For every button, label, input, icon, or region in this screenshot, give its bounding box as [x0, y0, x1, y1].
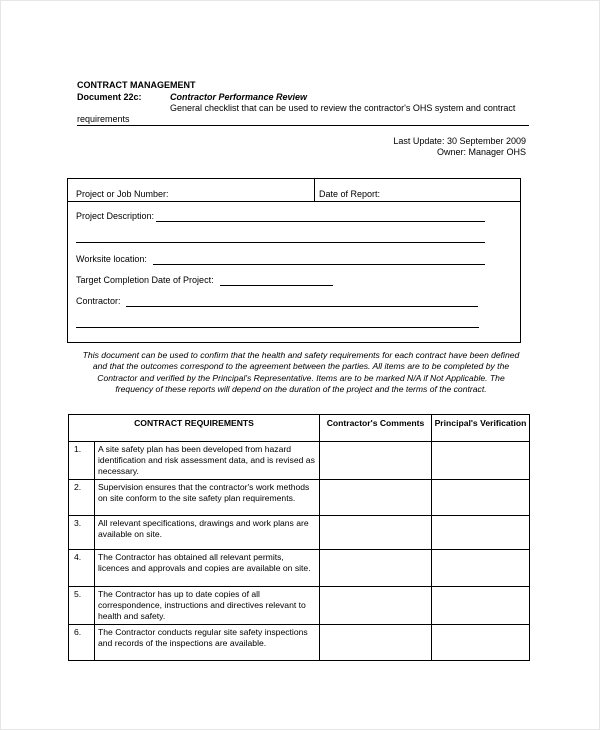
requirement-text: The Contractor conducts regular site safety inspections and records of the inspections are available. — [95, 625, 320, 661]
row-number: 1. — [69, 442, 95, 480]
worksite-location-label: Worksite location: — [76, 254, 147, 264]
row-number: 3. — [69, 516, 95, 550]
last-update: Last Update: 30 September 2009 — [393, 136, 526, 146]
contractor-comment-cell[interactable] — [320, 442, 432, 480]
project-number-label: Project or Job Number: — [76, 189, 169, 199]
table-row — [69, 442, 530, 480]
principal-verification-cell[interactable] — [432, 625, 530, 661]
table-row — [69, 480, 530, 516]
principal-verification-cell[interactable] — [432, 550, 530, 587]
row-number: 4. — [69, 550, 95, 587]
header-requirements: CONTRACT REQUIREMENTS — [69, 415, 320, 442]
contractor-comment-cell[interactable] — [320, 516, 432, 550]
worksite-location-line[interactable] — [153, 264, 485, 265]
target-completion-line[interactable] — [220, 285, 333, 286]
requirement-text: The Contractor has obtained all relevant permits, licences and approvals and copies are available on site. — [95, 550, 320, 587]
row-number: 6. — [69, 625, 95, 661]
table-row — [69, 587, 530, 625]
requirement-text: Supervision ensures that the contractor's work methods on site conform to the site safety plan requirements. — [95, 480, 320, 516]
contractor-comment-cell[interactable] — [320, 550, 432, 587]
principal-verification-cell[interactable] — [432, 480, 530, 516]
doc-label: Document 22c: — [77, 92, 142, 102]
date-of-report-label: Date of Report: — [319, 189, 381, 199]
table-row — [69, 625, 530, 661]
form-divider-horizontal — [68, 201, 520, 202]
doc-title: Contractor Performance Review — [170, 92, 308, 102]
contractor-comment-cell[interactable] — [320, 480, 432, 516]
contractor-comment-cell[interactable] — [320, 625, 432, 661]
intro-paragraph: This document can be used to confirm that the health and safety requirements for each contract have been defined and that the outcomes correspond to the agreement between the parties. All items are to be completed by the Contractor and verified by the Principal's Representative. Items are to be marked N/A if Not Applicable. The frequency of these reports will depend on the duration of the project and the terms of the contract. — [82, 350, 520, 394]
owner: Owner: Manager OHS — [436, 147, 526, 157]
row-number: 5. — [69, 587, 95, 625]
requirement-text: All relevant specifications, drawings and work plans are available on site. — [95, 516, 320, 550]
target-completion-label: Target Completion Date of Project: — [76, 275, 214, 285]
row-number: 2. — [69, 480, 95, 516]
principal-verification-cell[interactable] — [432, 516, 530, 550]
header-contractor-comments: Contractor's Comments — [320, 415, 432, 442]
contractor-line[interactable] — [126, 306, 478, 307]
project-description-line[interactable] — [156, 221, 485, 222]
principal-verification-cell[interactable] — [432, 442, 530, 480]
requirements-table — [68, 414, 530, 661]
doc-description-line1: General checklist that can be used to review the contractor's OHS system and contract — [170, 103, 516, 113]
project-description-line-2[interactable] — [76, 242, 485, 243]
contractor-label: Contractor: — [76, 296, 121, 306]
project-details-form — [67, 178, 521, 343]
requirement-text: The Contractor has up to date copies of all correspondence, instructions and directives relevant to health and safety. — [95, 587, 320, 625]
principal-verification-cell[interactable] — [432, 587, 530, 625]
header-principal-verification: Principal's Verification — [432, 415, 530, 442]
contractor-line-2[interactable] — [76, 327, 479, 328]
doc-description-line2: requirements — [77, 114, 130, 124]
table-row — [69, 516, 530, 550]
table-header-row — [69, 415, 530, 442]
requirement-text: A site safety plan has been developed from hazard identification and risk assessment data, and is revised as necessary. — [95, 442, 320, 480]
header-rule — [77, 125, 529, 126]
project-description-label: Project Description: — [76, 211, 155, 221]
contractor-comment-cell[interactable] — [320, 587, 432, 625]
org-heading: CONTRACT MANAGEMENT — [77, 80, 196, 90]
form-divider-vertical — [314, 179, 315, 201]
table-row — [69, 550, 530, 587]
